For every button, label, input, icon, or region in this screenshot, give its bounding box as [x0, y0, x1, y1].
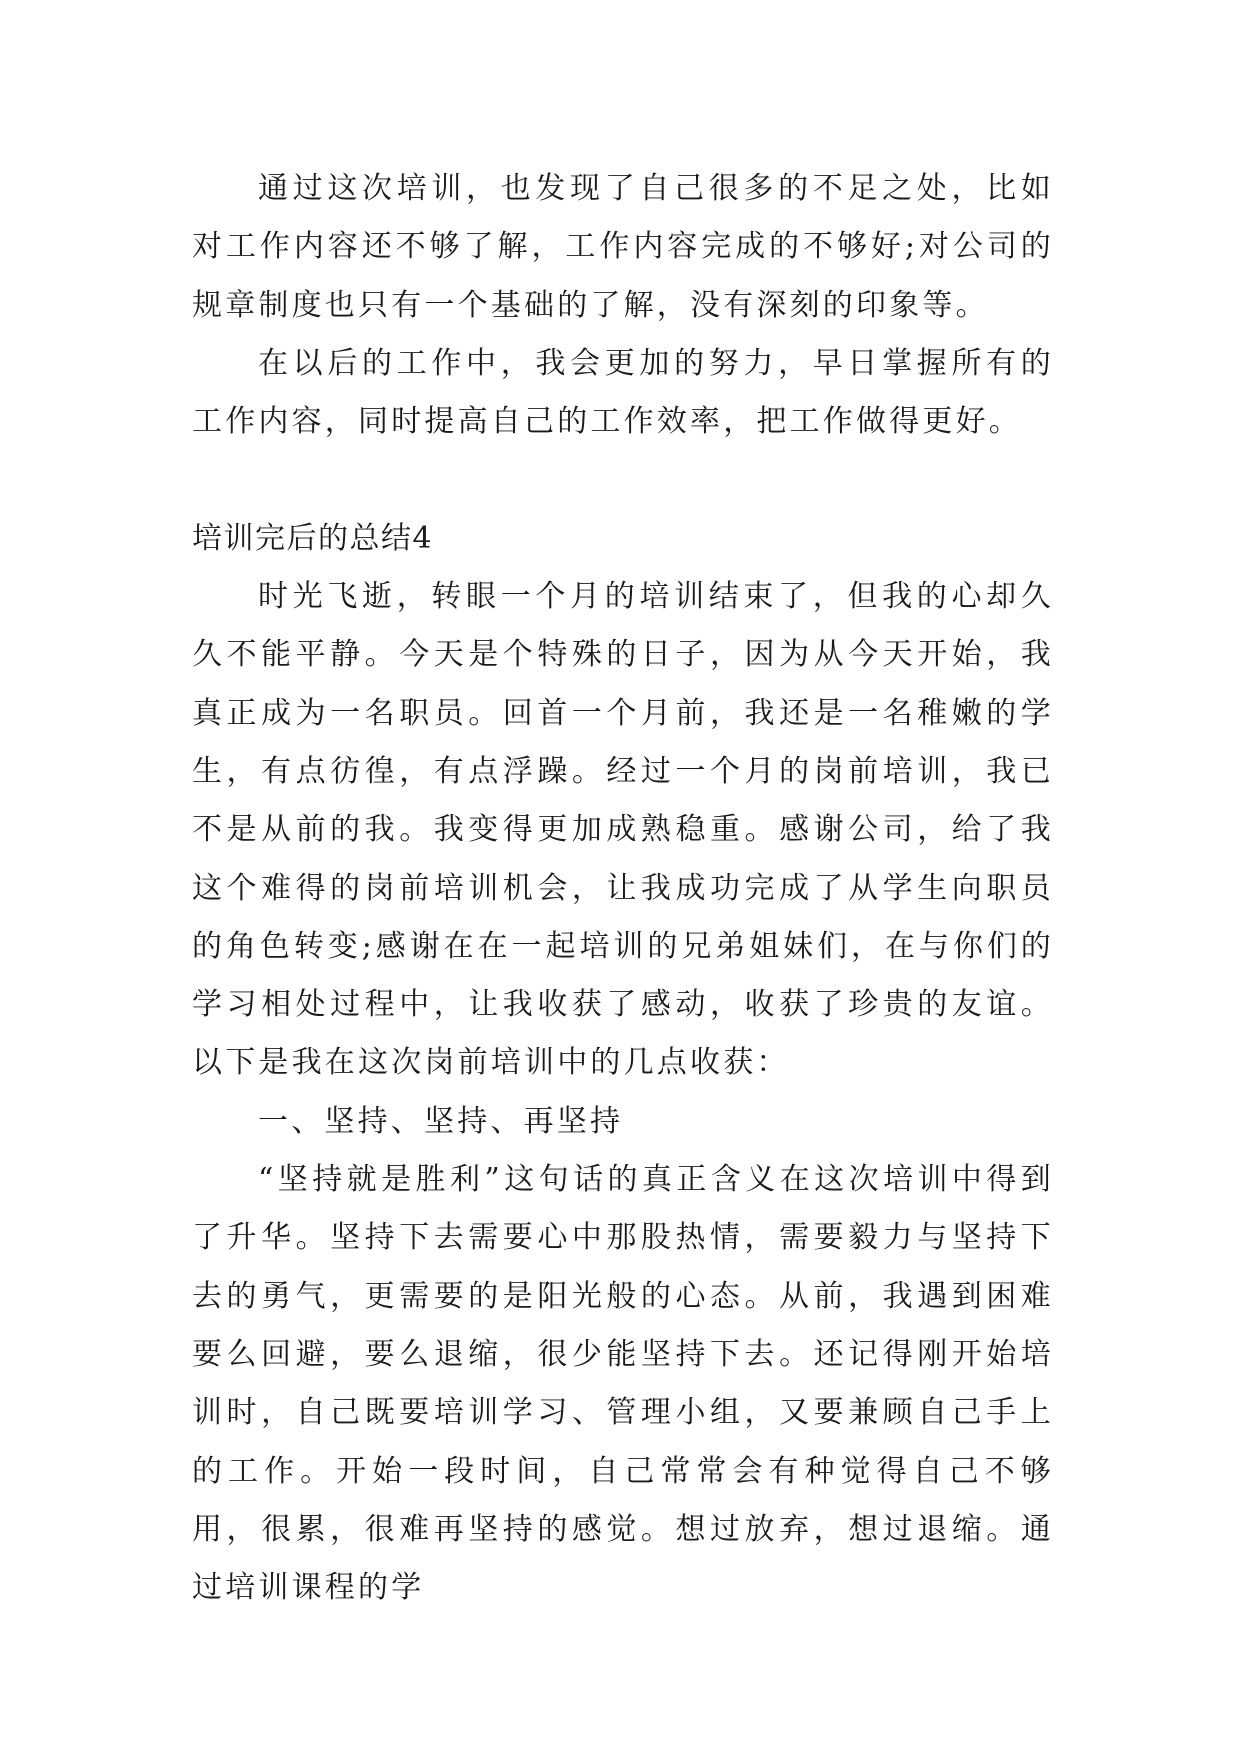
paragraph-spacer	[192, 451, 1054, 509]
paragraph-future-effort: 在以后的工作中，我会更加的努力，早日掌握所有的工作内容，同时提高自己的工作效率，把工作做得更好。	[192, 345, 1054, 440]
paragraph-shortcomings: 通过这次培训，也发现了自己很多的不足之处，比如对工作内容还不够了解，工作内容完成的不够好;对公司的规章制度也只有一个基础的了解，没有深刻的印象等。	[192, 171, 1054, 323]
document-body	[192, 160, 1054, 1617]
section-heading: 培训完后的总结4	[192, 520, 434, 556]
paragraph-persistence: “坚持就是胜利”这句话的真正含义在这次培训中得到了升华。坚持下去需要心中那股热情，需要毅力与坚持下去的勇气，更需要的是阳光般的心态。从前，我遇到困难要么回避，要么退缩，很少能坚持下去。还记得刚开始培训时，自己既要培训学习、管理小组，又要兼顾自己手上的工作。开始一段时间，自己常常会有种觉得自己不够用，很累，很难再坚持的感觉。想过放弃，想过退缩。通过培训课程的学	[192, 1162, 1054, 1606]
subheading-persistence: 一、坚持、坚持、再坚持	[258, 1103, 624, 1139]
paragraph-time-flies: 时光飞逝，转眼一个月的培训结束了，但我的心却久久不能平静。今天是个特殊的日子，因为从今天开始，我真正成为一名职员。回首一个月前，我还是一名稚嫩的学生，有点彷徨，有点浮躁。经过一个月的岗前培训，我已不是从前的我。我变得更加成熟稳重。感谢公司，给了我这个难得的岗前培训机会，让我成功完成了从学生向职员的角色转变;感谢在在一起培训的兄弟姐妹们，在与你们的学习相处过程中，让我收获了感动，收获了珍贵的友谊。以下是我在这次岗前培训中的几点收获：	[192, 579, 1054, 1081]
